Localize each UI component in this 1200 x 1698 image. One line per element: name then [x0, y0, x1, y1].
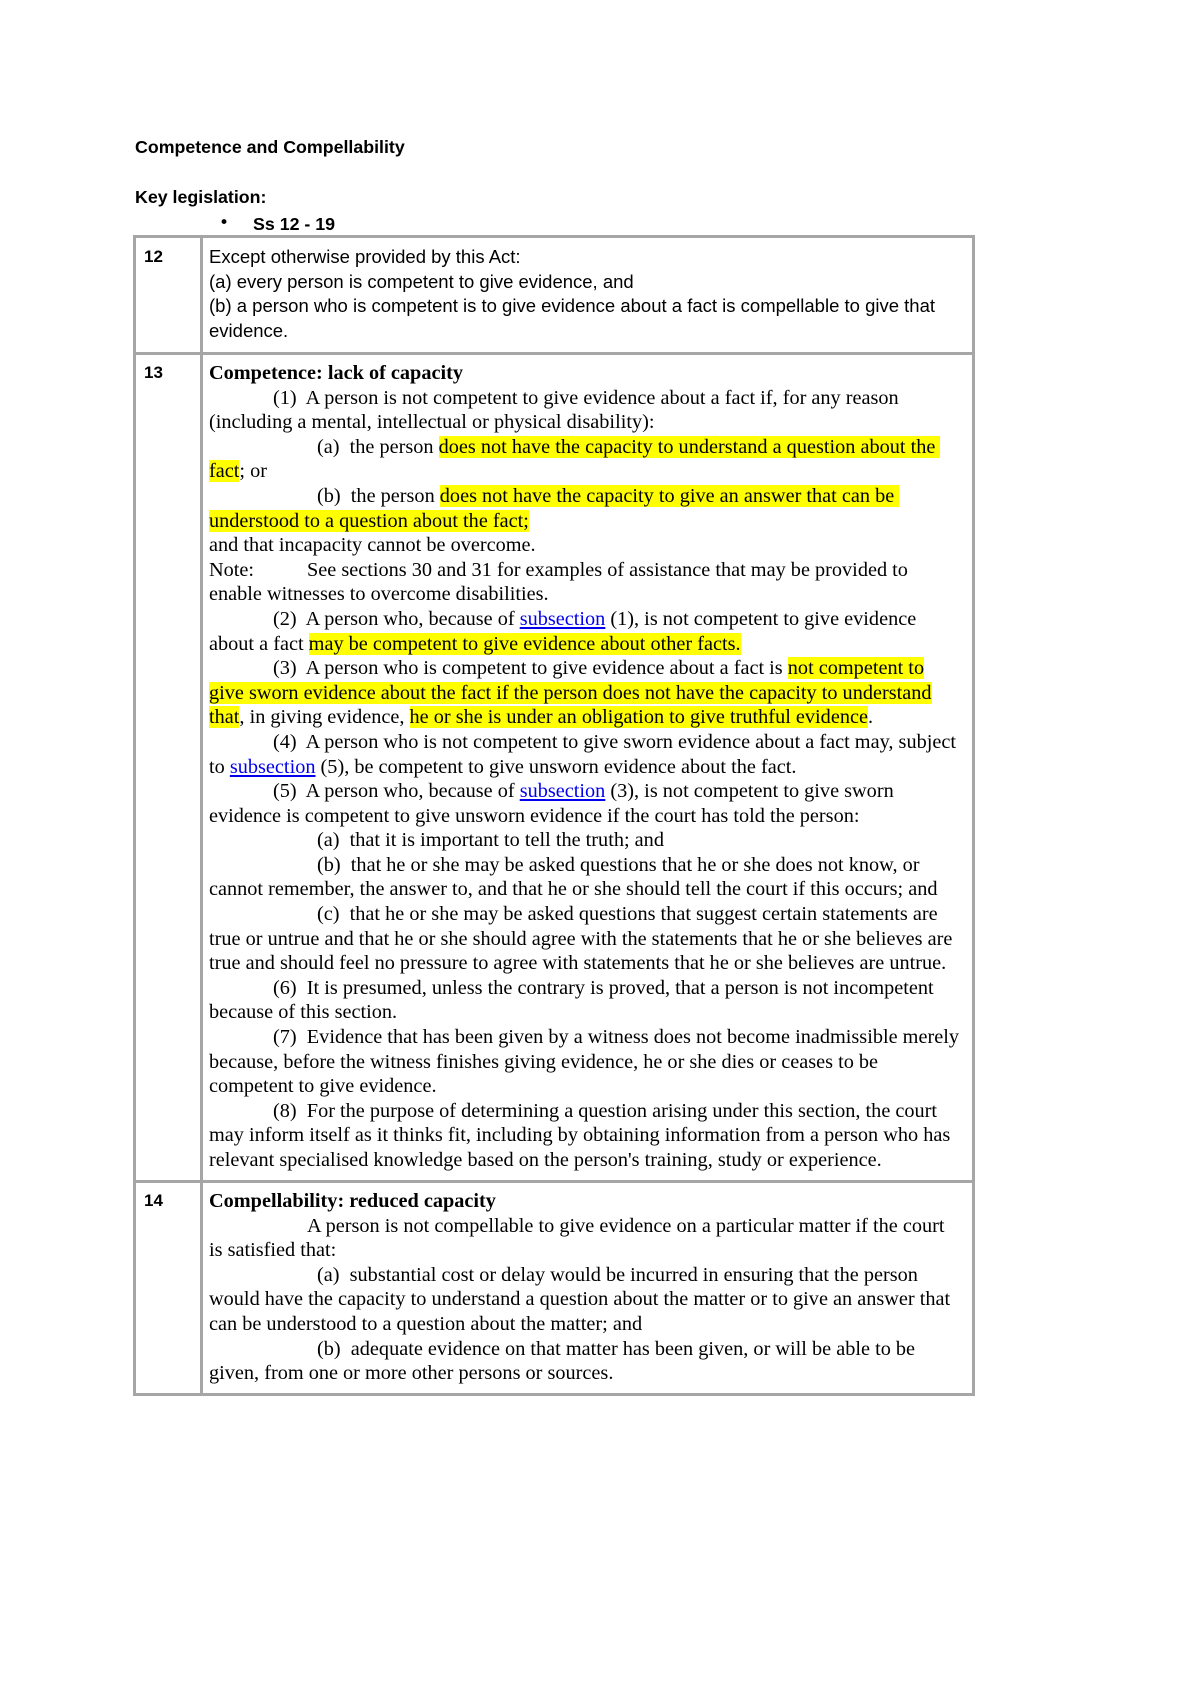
- text-line: [209, 582, 970, 607]
- text-run: See sections 30 and 31 for examples of assistance that may be provided to: [307, 558, 908, 581]
- legislation-bullet-list: [0, 212, 1200, 236]
- text-line: [209, 1337, 970, 1362]
- text-line: [209, 484, 970, 509]
- text-line: [209, 386, 970, 411]
- text-run: (7) Evidence that has been given by a witness does not become inadmissible merely: [273, 1026, 959, 1049]
- text-run: because, before the witness finishes giving evidence, he or she dies or ceases to be: [209, 1050, 879, 1073]
- highlighted-text: give sworn evidence about the fact if the person does not have the capacity to understand: [209, 681, 932, 704]
- highlighted-text: may be competent to give evidence about other facts.: [308, 632, 741, 655]
- text-run: A person is not compellable to give evidence on a particular matter if the court: [307, 1214, 945, 1237]
- text-line: [209, 681, 970, 706]
- section-text: [202, 237, 974, 354]
- text-line: [209, 927, 970, 952]
- text-run: because of this section.: [209, 1001, 398, 1024]
- subsection-link[interactable]: subsection: [229, 755, 316, 778]
- text-run: (a) that it is important to tell the truth; and: [317, 829, 664, 852]
- document-title: Competence and Compellability: [135, 137, 405, 157]
- text-run: (a) every person is competent to give evidence, and: [209, 270, 634, 292]
- text-run: evidence.: [209, 319, 289, 341]
- text-run: true or untrue and that he or she should agree with the statements that he or she believes are: [209, 927, 953, 950]
- text-line: [209, 459, 970, 484]
- text-line: [209, 435, 970, 460]
- text-line: [209, 1287, 970, 1312]
- section-row-14: [135, 1182, 974, 1395]
- subsection-link[interactable]: subsection: [519, 780, 606, 803]
- text-line: [209, 1263, 970, 1288]
- text-run: (5) A person who, because of: [273, 780, 520, 803]
- subsection-link[interactable]: subsection: [519, 607, 606, 630]
- text-run: about a fact: [209, 632, 309, 655]
- text-run: (b) that he or she may be asked questions that he or she does not know, or: [317, 853, 920, 876]
- text-line: [209, 294, 970, 319]
- highlighted-text: he or she is under an obligation to give truthful evidence: [409, 706, 868, 729]
- highlighted-text: does not have the capacity to understand a question about the: [438, 435, 941, 458]
- text-run: true and should feel no pressure to agree with statements that he or she believes are untrue.: [209, 952, 947, 975]
- text-run: Competence: lack of capacity: [209, 362, 464, 384]
- text-run: (4) A person who is not competent to give sworn evidence about a fact may, subject: [273, 730, 956, 753]
- note-label: Note:: [209, 558, 255, 581]
- text-run: (5), be competent to give unsworn evidence about the fact.: [315, 755, 797, 778]
- text-run: (6) It is presumed, unless the contrary is proved, that a person is not incompetent: [273, 976, 934, 999]
- text-run: evidence is competent to give unsworn evidence if the court has told the person:: [209, 804, 860, 827]
- text-line: [209, 509, 970, 534]
- text-line: [209, 976, 970, 1001]
- text-line: [209, 632, 970, 657]
- bullet-icon: •: [219, 213, 230, 233]
- text-line: [209, 779, 970, 804]
- text-line: [209, 656, 970, 681]
- text-line: [209, 951, 970, 976]
- section-row-12: [135, 237, 974, 354]
- text-run: .: [867, 706, 874, 729]
- text-run: (c) that he or she may be asked questions that suggest certain statements are: [317, 903, 938, 926]
- text-run: and that incapacity cannot be overcome.: [209, 534, 536, 557]
- text-line: [209, 1025, 970, 1050]
- text-run: (8) For the purpose of determining a question arising under this section, the court: [273, 1099, 938, 1122]
- text-line: [209, 705, 970, 730]
- text-line: [209, 1074, 970, 1099]
- text-run: given, from one or more other persons or sources.: [209, 1362, 614, 1385]
- text-run: (b) adequate evidence on that matter has been given, or will be able to be: [317, 1337, 916, 1360]
- highlighted-text: does not have the capacity to give an answer that can be: [439, 484, 900, 507]
- text-run: (1) A person is not competent to give evidence about a fact if, for any reason: [273, 386, 899, 409]
- section-number: 13: [135, 354, 202, 1182]
- text-run: ; or: [239, 460, 268, 483]
- highlighted-text: understood to a question about the fact;: [209, 509, 529, 532]
- highlighted-text: that: [209, 706, 240, 729]
- text-line: [209, 730, 970, 755]
- text-run: Except otherwise provided by this Act:: [209, 246, 521, 267]
- text-line: [209, 1123, 970, 1148]
- text-run: cannot remember, the answer to, and that he or she should tell the court if this occurs; and: [209, 878, 938, 901]
- text-run: Compellability: reduced capacity: [209, 1190, 496, 1212]
- text-line: [209, 828, 970, 853]
- text-line: [209, 1361, 970, 1386]
- text-line: [209, 1312, 970, 1337]
- text-line: [209, 1099, 970, 1124]
- text-line: [209, 1050, 970, 1075]
- highlighted-text: not competent to: [787, 657, 925, 680]
- text-line: [209, 1148, 970, 1173]
- text-run: , in giving evidence,: [239, 706, 410, 729]
- text-run: (b) a person who is competent is to give evidence about a fact is compellable to give that: [209, 295, 936, 317]
- text-run: (including a mental, intellectual or physical disability):: [209, 411, 655, 434]
- section-row-13: [135, 354, 974, 1182]
- text-line: [209, 410, 970, 435]
- text-run: (3), is not competent to give sworn: [605, 780, 894, 803]
- text-run: (a) substantial cost or delay would be incurred in ensuring that the person: [317, 1263, 918, 1286]
- text-line: [209, 245, 970, 270]
- text-run: (1), is not competent to give evidence: [605, 607, 917, 630]
- text-line: [209, 533, 970, 558]
- text-line: [209, 853, 970, 878]
- section-number: 12: [135, 237, 202, 354]
- text-line: [209, 558, 970, 583]
- text-run: is satisfied that:: [209, 1239, 337, 1262]
- text-line: [209, 270, 970, 295]
- section-heading: [209, 1189, 970, 1214]
- key-legislation-label: Key legislation:: [135, 187, 267, 207]
- text-run: relevant specialised knowledge based on the person's training, study or experience.: [209, 1149, 882, 1171]
- text-run: enable witnesses to overcome disabilities.: [209, 583, 549, 606]
- text-line: [209, 1238, 970, 1263]
- text-run: may inform itself as it thinks fit, including by obtaining information from a person who has: [209, 1124, 951, 1147]
- section-heading: [209, 361, 970, 386]
- text-line: [209, 902, 970, 927]
- text-run: (3) A person who is competent to give evidence about a fact is: [273, 657, 788, 680]
- text-run: (2) A person who, because of: [273, 607, 520, 630]
- text-run: can be understood to a question about the matter; and: [209, 1312, 643, 1335]
- section-number: 14: [135, 1182, 202, 1395]
- text-line: [209, 804, 970, 829]
- text-run: competent to give evidence.: [209, 1075, 437, 1098]
- text-run: (b) the person: [317, 484, 440, 507]
- section-text: [202, 1182, 974, 1395]
- text-line: [209, 1214, 970, 1239]
- text-line: [209, 877, 970, 902]
- text-line: [209, 1000, 970, 1025]
- text-line: [209, 319, 970, 344]
- text-run: would have the capacity to understand a question about the matter or to give an answer that: [209, 1288, 951, 1311]
- legislation-table: [133, 235, 975, 1396]
- text-run: to: [209, 755, 230, 778]
- section-text: [202, 354, 974, 1182]
- text-line: [209, 755, 970, 780]
- text-run: (a) the person: [317, 435, 439, 458]
- text-line: [209, 607, 970, 632]
- bullet-item-text: Ss 12 - 19: [253, 214, 336, 234]
- highlighted-text: fact: [209, 460, 240, 483]
